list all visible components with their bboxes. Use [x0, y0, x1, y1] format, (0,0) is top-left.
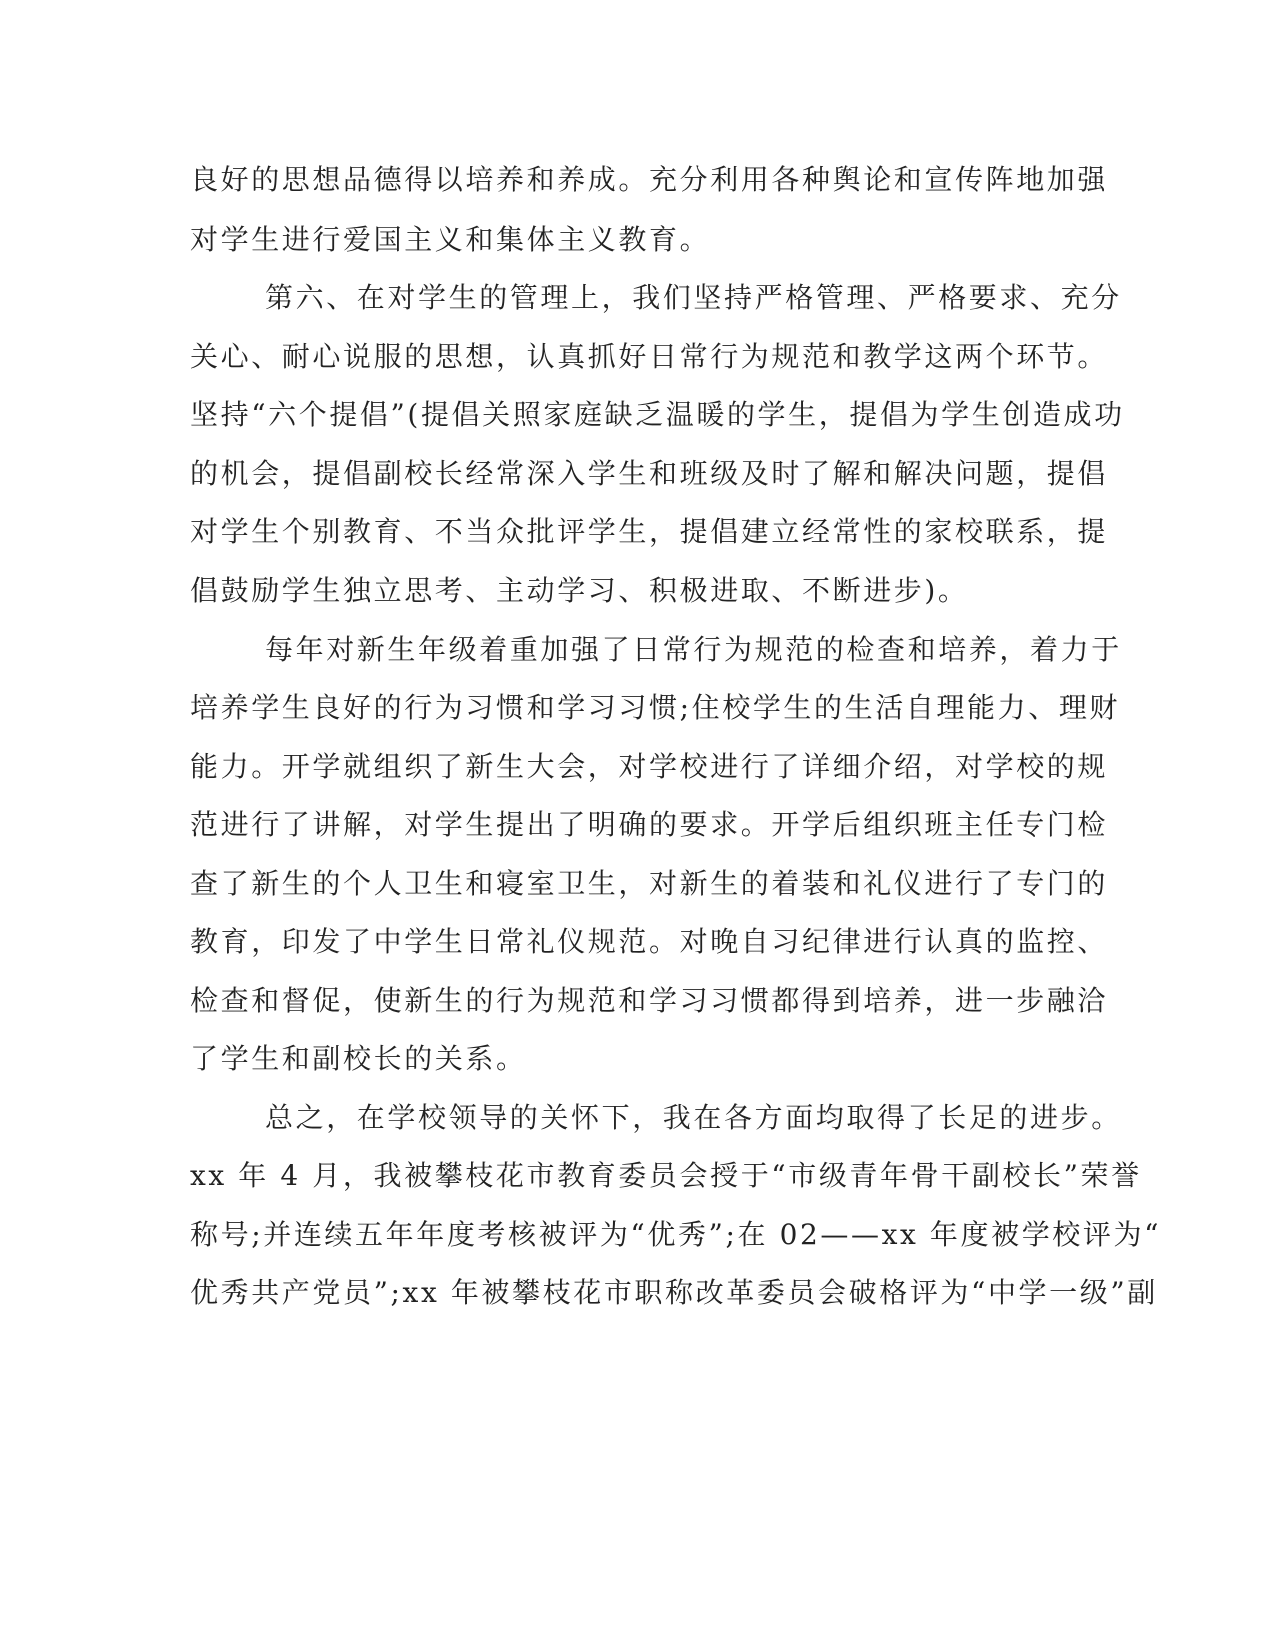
paragraph-start-line: 第六、在对学生的管理上，我们坚持严格管理、严格要求、充分	[265, 281, 1122, 314]
paragraph-start-line: 每年对新生年级着重加强了日常行为规范的检查和培养，着力于	[265, 633, 1122, 666]
text-line: 称号;并连续五年年度考核被评为“优秀”;在 02——xx 年度被学校评为“	[190, 1218, 1162, 1251]
text-line: 坚持“六个提倡”(提倡关照家庭缺乏温暖的学生，提倡为学生创造成功	[190, 398, 1125, 431]
text-line: 了学生和副校长的关系。	[190, 1042, 527, 1075]
text-line: 对学生进行爱国主义和集体主义教育。	[190, 223, 711, 256]
text-line: 关心、耐心说服的思想，认真抓好日常行为规范和教学这两个环节。	[190, 340, 1109, 373]
paragraph-start-line: 总之，在学校领导的关怀下，我在各方面均取得了长足的进步。	[265, 1101, 1122, 1134]
text-line: 倡鼓励学生独立思考、主动学习、积极进取、不断进步)。	[190, 574, 969, 607]
text-line: 教育，印发了中学生日常礼仪规范。对晚自习纪律进行认真的监控、	[190, 925, 1109, 958]
text-line: 范进行了讲解，对学生提出了明确的要求。开学后组织班主任专门检	[190, 808, 1109, 841]
text-line: 优秀共产党员”;xx 年被攀枝花市职称改革委员会破格评为“中学一级”副	[190, 1276, 1158, 1309]
text-line: 良好的思想品德得以培养和养成。充分利用各种舆论和宣传阵地加强	[190, 163, 1109, 196]
text-line: xx 年 4 月，我被攀枝花市教育委员会授于“市级青年骨干副校长”荣誉	[190, 1159, 1142, 1192]
text-line: 培养学生良好的行为习惯和学习习惯;住校学生的生活自理能力、理财	[190, 691, 1121, 724]
text-line: 能力。开学就组织了新生大会，对学校进行了详细介绍，对学校的规	[190, 750, 1109, 783]
text-line: 对学生个别教育、不当众批评学生，提倡建立经常性的家校联系，提	[190, 515, 1109, 548]
text-line: 查了新生的个人卫生和寝室卫生，对新生的着装和礼仪进行了专门的	[190, 867, 1109, 900]
text-line: 的机会，提倡副校长经常深入学生和班级及时了解和解决问题，提倡	[190, 457, 1109, 490]
text-line: 检查和督促，使新生的行为规范和学习习惯都得到培养，进一步融洽	[190, 984, 1109, 1017]
